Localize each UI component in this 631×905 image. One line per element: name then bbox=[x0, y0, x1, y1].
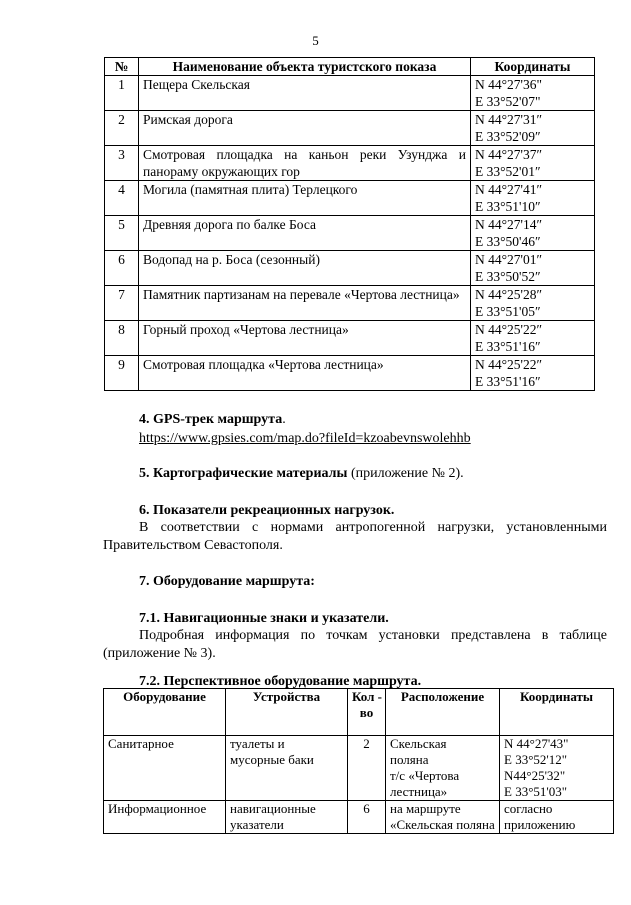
latitude: N 44°25'28″ bbox=[475, 287, 543, 302]
count-cell: 6 bbox=[348, 801, 386, 834]
row-number: 8 bbox=[105, 321, 139, 356]
latitude: N 44°27'31″ bbox=[475, 112, 543, 127]
object-name: Смотровая площадка «Чертова лестница» bbox=[139, 356, 471, 391]
table-row bbox=[105, 181, 595, 216]
row-number: 4 bbox=[105, 181, 139, 216]
object-name: Памятник партизанам на перевале «Чертова лестница» bbox=[139, 286, 471, 321]
row-number: 1 bbox=[105, 76, 139, 111]
coordinates-cell bbox=[471, 321, 595, 356]
coordinates-cell bbox=[471, 146, 595, 181]
longitude: E 33°52'09″ bbox=[475, 129, 541, 144]
coordinates-cell: согласно приложению bbox=[500, 801, 614, 834]
header-number: № bbox=[105, 58, 139, 76]
table-header-row bbox=[105, 58, 595, 76]
table-row bbox=[105, 111, 595, 146]
equipment-table bbox=[103, 688, 614, 834]
latitude: N 44°27'01″ bbox=[475, 252, 543, 267]
row-number: 7 bbox=[105, 286, 139, 321]
table-row bbox=[105, 321, 595, 356]
table-body bbox=[105, 76, 595, 391]
section-7-heading: 7. Оборудование маршрута: bbox=[139, 574, 315, 589]
table-row bbox=[104, 801, 614, 834]
header-coordinates: Координаты bbox=[471, 58, 595, 76]
object-name: Древняя дорога по балке Боса bbox=[139, 216, 471, 251]
coordinates-cell bbox=[471, 216, 595, 251]
header-coordinates: Координаты bbox=[500, 689, 614, 736]
coordinates-cell bbox=[471, 111, 595, 146]
header-count: Кол - во bbox=[348, 689, 386, 736]
object-name: Горный проход «Чертова лестница» bbox=[139, 321, 471, 356]
devices-cell: навигационные указатели bbox=[226, 801, 348, 834]
count-cell: 2 bbox=[348, 736, 386, 801]
coordinates-cell bbox=[471, 356, 595, 391]
table-header-row bbox=[104, 689, 614, 736]
row-number: 9 bbox=[105, 356, 139, 391]
coordinates-cell bbox=[471, 76, 595, 111]
coordinates-cell bbox=[471, 251, 595, 286]
latitude: N 44°27'14″ bbox=[475, 217, 543, 232]
longitude: E 33°51'05″ bbox=[475, 304, 541, 319]
object-name: Смотровая площадка на каньон реки Узунджа и панораму окружающих гор bbox=[139, 146, 471, 181]
equipment-cell: Санитарное bbox=[104, 736, 226, 801]
tourist-objects-table bbox=[104, 57, 595, 391]
row-number: 6 bbox=[105, 251, 139, 286]
section-5-heading: 5. Картографические материалы (приложение № 2). bbox=[139, 466, 464, 481]
object-name: Могила (памятная плита) Терлецкого bbox=[139, 181, 471, 216]
longitude: E 33°50'52″ bbox=[475, 269, 541, 284]
longitude: E 33°51'16″ bbox=[475, 374, 541, 389]
equipment-cell: Информационное bbox=[104, 801, 226, 834]
gps-track-link[interactable]: https://www.gpsies.com/map.do?fileId=kzoabevnswolehhb bbox=[139, 431, 471, 446]
devices-cell: туалеты и мусорные баки bbox=[226, 736, 348, 801]
section-4-heading: 4. GPS-трек маршрута. bbox=[139, 412, 286, 427]
table-row bbox=[105, 76, 595, 111]
latitude: N 44°25'22″ bbox=[475, 357, 543, 372]
longitude: E 33°52'07" bbox=[475, 94, 541, 109]
coordinates-cell bbox=[471, 286, 595, 321]
object-name: Пещера Скельская bbox=[139, 76, 471, 111]
header-equipment: Оборудование bbox=[104, 689, 226, 736]
latitude: N 44°27'41″ bbox=[475, 182, 543, 197]
latitude: N 44°25'22″ bbox=[475, 322, 543, 337]
section-6-text: В соответствии с нормами антропогенной нагрузки, установленными Правительством Севастополя. bbox=[103, 520, 607, 553]
table-row bbox=[105, 251, 595, 286]
row-number: 5 bbox=[105, 216, 139, 251]
coordinates-cell bbox=[471, 181, 595, 216]
table-row bbox=[105, 286, 595, 321]
longitude: E 33°52'01″ bbox=[475, 164, 541, 179]
header-object-name: Наименование объекта туристского показа bbox=[139, 58, 471, 76]
object-name: Римская дорога bbox=[139, 111, 471, 146]
latitude: N 44°27'37″ bbox=[475, 147, 543, 162]
table-row bbox=[105, 356, 595, 391]
longitude: E 33°51'10″ bbox=[475, 199, 541, 214]
header-devices: Устройства bbox=[226, 689, 348, 736]
section-7-1-heading: 7.1. Навигационные знаки и указатели. bbox=[139, 611, 389, 626]
section-7-2-heading: 7.2. Перспективное оборудование маршрута. bbox=[139, 674, 422, 689]
row-number: 2 bbox=[105, 111, 139, 146]
header-location: Расположение bbox=[386, 689, 500, 736]
section-6-heading: 6. Показатели рекреационных нагрузок. bbox=[139, 503, 395, 518]
table-row bbox=[104, 736, 614, 801]
section-7-1-text: Подробная информация по точкам установки представлена в таблице (приложение № 3). bbox=[103, 628, 607, 661]
object-name: Водопад на р. Боса (сезонный) bbox=[139, 251, 471, 286]
row-number: 3 bbox=[105, 146, 139, 181]
location-cell: на маршруте «Скельская поляна bbox=[386, 801, 500, 834]
latitude: N 44°27'36" bbox=[475, 77, 542, 92]
coordinates-cell: N 44°27'43" E 33°52'12" N44°25'32" E 33°51'03" bbox=[500, 736, 614, 801]
page-number: 5 bbox=[312, 33, 319, 48]
table-row bbox=[105, 146, 595, 181]
longitude: E 33°50'46″ bbox=[475, 234, 541, 249]
longitude: E 33°51'16″ bbox=[475, 339, 541, 354]
location-cell: Скельская поляна т/с «Чертова лестница» bbox=[386, 736, 500, 801]
table-row bbox=[105, 216, 595, 251]
